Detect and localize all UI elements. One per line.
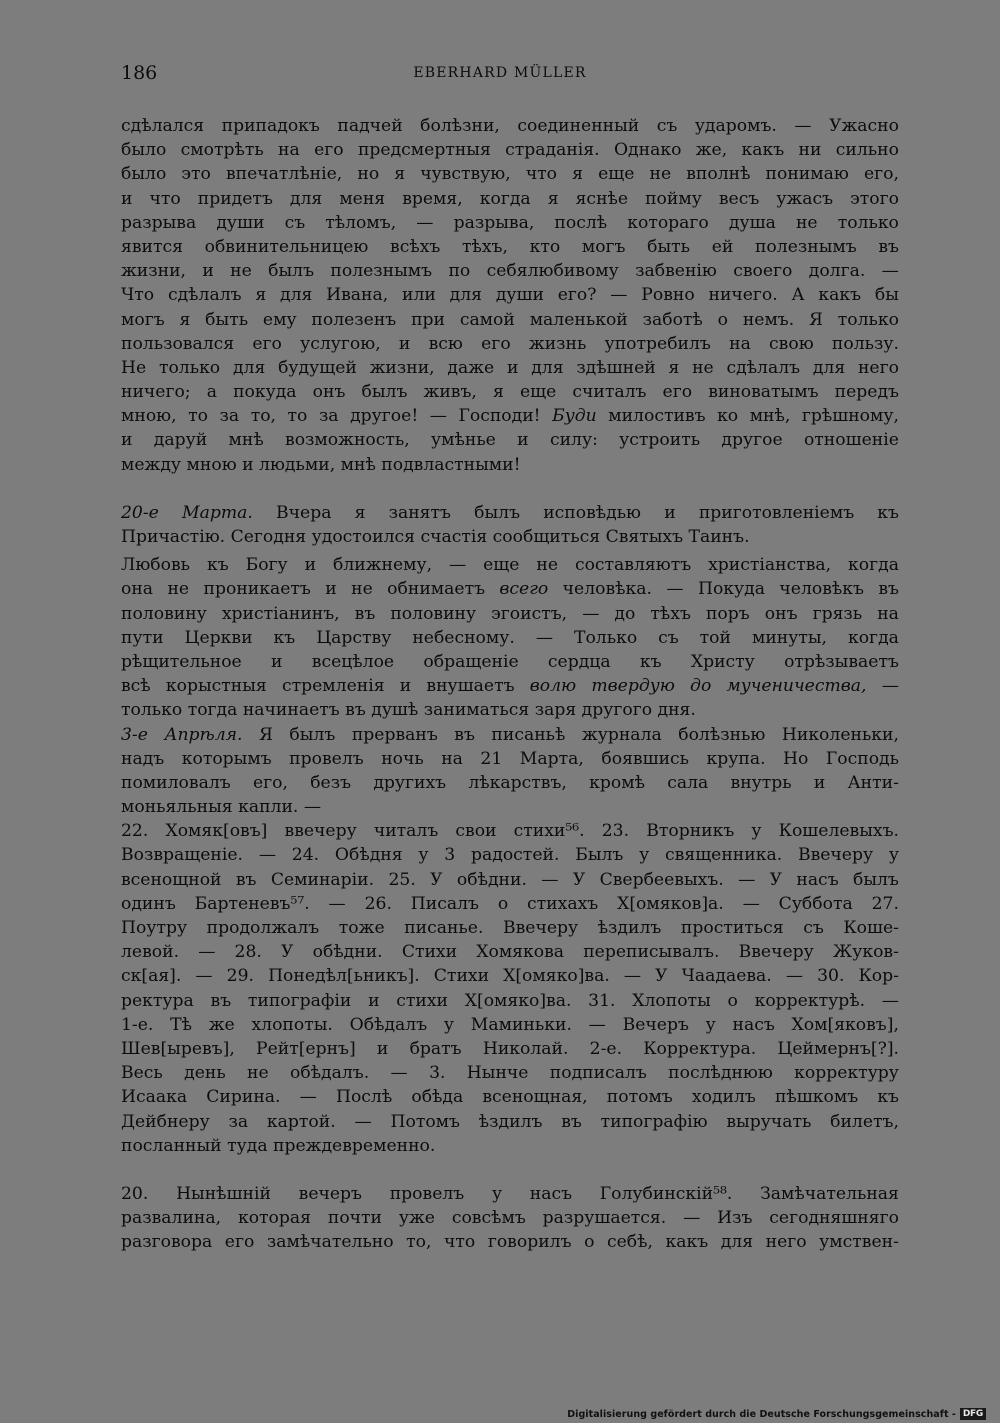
text-line: 1-е. Тѣ же хлопоты. Обѣдалъ у Маминьки. — Вечеръ у насъ Хом[яковъ], <box>121 1014 899 1035</box>
text-line: только тогда начинаетъ въ душѣ заниматься заря другого дня. <box>121 700 696 721</box>
text-line: явится обвинительницею всѣхъ тѣхъ, кто могъ быть ей полезнымъ въ <box>121 236 899 257</box>
text-line: было это впечатлѣніе, но я чувствую, что я еще не вполнѣ понимаю его, <box>121 164 899 185</box>
text-line: 3-е Апрѣля. Я былъ прерванъ въ писаньѣ журнала болѣзнью Николеньки, <box>121 724 899 745</box>
text-line: пользовался его услугою, и всю его жизнь употребилъ на свою пользу. <box>121 333 899 354</box>
text-line: было смотрѣть на его предсмертныя страданія. Однако же, какъ ни сильно <box>121 140 899 161</box>
paragraph-love <box>121 553 899 722</box>
footer-credit: Digitalisierung gefördert durch die Deutsche Forschungsgemeinschaft - <box>567 1408 956 1420</box>
text-line: пути Церкви къ Царству небесному. — Только съ той минуты, когда <box>121 627 899 648</box>
text-line: 20-е Марта. Вчера я занятъ былъ исповѣдью и приготовленіемъ къ <box>121 502 899 523</box>
text-line: жизни, и не былъ полезнымъ по себялюбивому забвенію своего долга. — <box>121 261 899 282</box>
paragraph-april-3 <box>121 723 899 820</box>
text-line: Причастію. Сегодня удостоился счастія сообщиться Святыхъ Таинъ. <box>121 527 750 547</box>
text-line: одинъ Бартеневъ⁵⁷. — 26. Писалъ о стихахъ Х[омяков]а. — Суббота 27. <box>121 893 899 914</box>
text-line: сдѣлался припадокъ падчей болѣзни, соединенный съ ударомъ. — Ужасно <box>121 116 899 136</box>
dfg-logo: DFG <box>960 1408 986 1420</box>
text-line: всенощной въ Семинаріи. 25. У обѣдни. — У Свербеевыхъ. — У насъ былъ <box>121 869 899 890</box>
text-line: 22. Хомяк[овъ] ввечеру читалъ свои стихи⁵⁶. 23. Вторникъ у Кошелевыхъ. <box>121 821 899 842</box>
text-line: между мною и людьми, мнѣ подвластными! <box>121 454 521 475</box>
text-line: могъ я быть ему полезенъ при самой маленькой заботѣ о немъ. Я только <box>121 309 899 330</box>
text-line: ничего; а покуда онъ былъ живъ, я еще считалъ его виноватымъ передъ <box>121 382 899 403</box>
digitization-footer <box>567 1408 986 1420</box>
paragraph-golubinsky <box>121 1182 899 1255</box>
page-header <box>0 62 1000 88</box>
text-line: левой. — 28. У обѣдни. Стихи Хомякова переписывалъ. Ввечеру Жуков- <box>121 942 899 963</box>
paragraph-diary <box>121 819 899 1158</box>
text-line: Шев[ыревъ], Рейт[ернъ] и братъ Николай. 2-е. Корректура. Цеймернъ[?]. <box>121 1038 899 1059</box>
paragraph-march-20 <box>121 501 899 549</box>
text-body <box>121 114 899 1254</box>
text-line: Исаака Сирина. — Послѣ обѣда всенощная, потомъ ходилъ пѣшкомъ къ <box>121 1087 899 1108</box>
text-line: помиловалъ его, безъ другихъ лѣкарствъ, кромѣ сала внутрь и Анти- <box>121 772 899 793</box>
text-line: моньяльныя капли. — <box>121 797 322 818</box>
text-line: ректура въ типографіи и стихи Х[омяко]ва. 31. Хлопоты о корректурѣ. — <box>121 990 899 1011</box>
text-line: и даруй мнѣ возможность, умѣнье и силу: устроить другое отношеніе <box>121 430 899 451</box>
text-line: всѣ корыстныя стремленія и внушаетъ волю твердую до мученичества, — <box>121 676 899 697</box>
text-line: ск[ая]. — 29. Понедѣл[ьникъ]. Стихи Х[омяко]ва. — У Чаадаева. — 30. Кор- <box>121 966 899 987</box>
text-line: Возвращеніе. — 24. Обѣдня у 3 радостей. Былъ у священника. Ввечеру у <box>121 845 899 866</box>
text-line: разрыва души съ тѣломъ, — разрыва, послѣ котораго душа не только <box>121 212 899 233</box>
text-line: надъ которымъ провелъ ночь на 21 Марта, боявшись крупа. Но Господь <box>121 748 899 769</box>
page-number: 186 <box>121 62 158 84</box>
text-line: Не только для будущей жизни, даже и для здѣшней я не сдѣлалъ для него <box>121 357 899 378</box>
text-line: Что сдѣлалъ я для Ивана, или для души его? — Ровно ничего. А какъ бы <box>121 285 899 306</box>
text-line: Дейбнеру за картой. — Потомъ ѣздилъ въ типографію выручать билетъ, <box>121 1111 899 1132</box>
running-title: EBERHARD MÜLLER <box>413 65 587 81</box>
text-line: половину христіанинъ, въ половину эгоистъ, — до тѣхъ поръ онъ грязь на <box>121 603 899 624</box>
text-line: Весь день не обѣдалъ. — 3. Нынче подписалъ послѣднюю корректуру <box>121 1063 899 1084</box>
text-line: Любовь къ Богу и ближнему, — еще не составляютъ христіанства, когда <box>121 555 899 576</box>
text-line: рѣщительное и всецѣлое обращеніе сердца къ Христу отрѣзываетъ <box>121 651 899 672</box>
text-line: развалина, которая почти уже совсѣмъ разрушается. — Изъ сегодняшняго <box>121 1208 899 1229</box>
text-line: разговора его замѣчательно то, что говорилъ о себѣ, какъ для него умствен- <box>121 1232 899 1253</box>
text-line: 20. Нынѣшній вечеръ провелъ у насъ Голубинскій⁵⁸. Замѣчательная <box>121 1183 899 1204</box>
text-line: она не проникаетъ и не обнимаетъ всего человѣка. — Покуда человѣкъ въ <box>121 579 899 600</box>
paragraph-ivan <box>121 114 899 477</box>
text-line: посланный туда преждевременно. <box>121 1135 436 1156</box>
text-line: Поутру продолжалъ тоже писанье. Ввечеру ѣздилъ проститься съ Коше- <box>121 918 899 938</box>
text-line: мною, то за то, то за другое! — Господи! Буди милостивъ ко мнѣ, грѣшному, <box>121 406 899 427</box>
text-line: и что придетъ для меня время, когда я яснѣе пойму весъ ужасъ этого <box>121 188 899 209</box>
